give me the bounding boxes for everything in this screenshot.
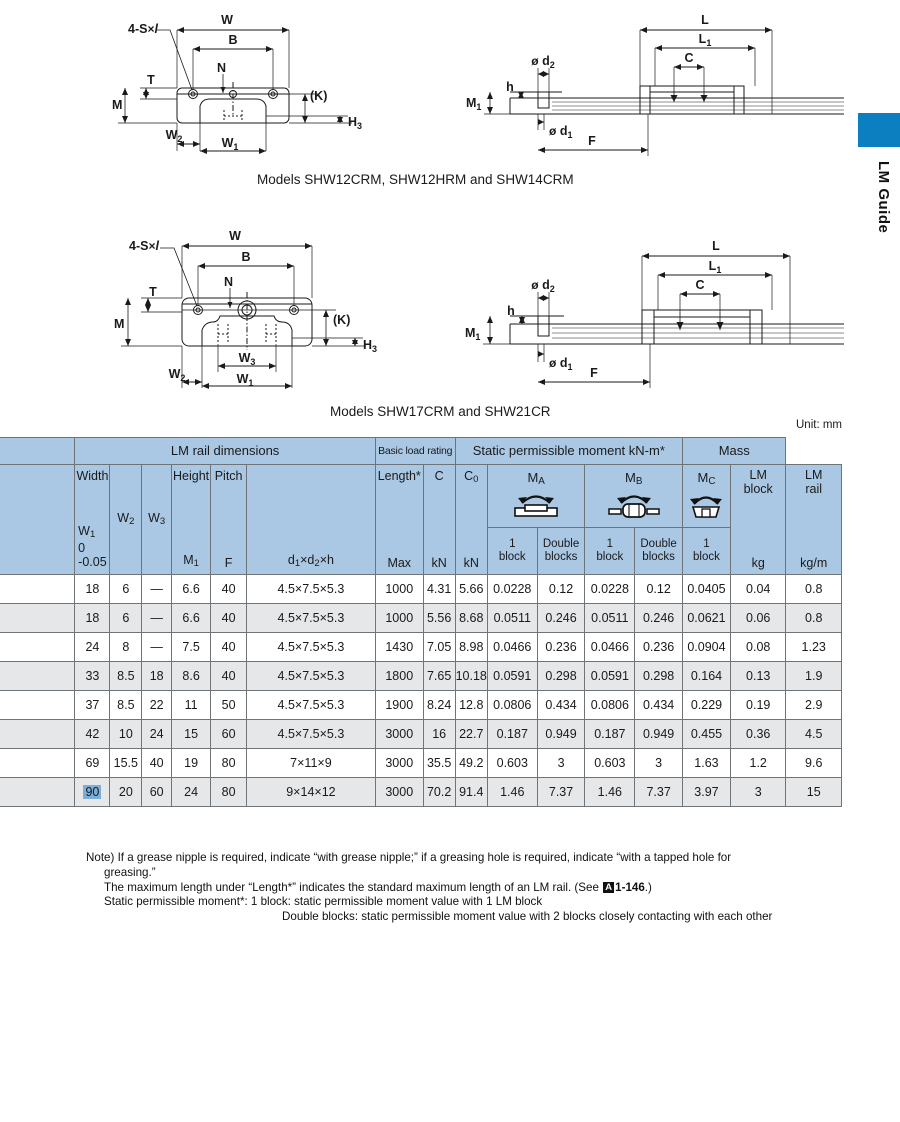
cell-pitch-f: 80 xyxy=(211,778,247,807)
svg-text:ø d2: ø $d_2$ xyxy=(531,54,555,70)
cell-pitch-f: 80 xyxy=(211,749,247,778)
cell-basic-load-c0: 91.4 xyxy=(455,778,487,807)
moment-a-icon xyxy=(509,488,563,521)
col-header-moment-b xyxy=(585,465,683,528)
cell-basic-load-c: 70.2 xyxy=(423,778,455,807)
cell-hole-dims: 4.5×7.5×5.3 xyxy=(247,691,376,720)
svg-text:W: W xyxy=(221,13,233,27)
col-header-moment-a xyxy=(487,465,585,528)
col-header-c0-symbol: $C_0$ xyxy=(464,469,479,486)
cell-pitch-f: 50 xyxy=(211,691,247,720)
cell-m1: 19 xyxy=(172,749,211,778)
cell-w2: 10 xyxy=(110,720,142,749)
cell-moment-b-1block: 0.0511 xyxy=(585,604,635,633)
cell-basic-load-c: 8.24 xyxy=(423,691,455,720)
cell-pitch-f: 40 xyxy=(211,633,247,662)
col-header-c-unit: kN xyxy=(431,555,447,570)
col-header-lm-rail-unit: kg/m xyxy=(800,555,828,570)
svg-text:4-S×l: 4-S×l xyxy=(129,239,159,253)
col-header-length-label: Length* xyxy=(377,469,421,483)
side-tab-swatch xyxy=(858,113,900,147)
table-row xyxy=(0,575,842,604)
cell-basic-load-c: 4.31 xyxy=(423,575,455,604)
svg-text:h: h xyxy=(507,304,515,318)
cell-moment-a-1block: 1.46 xyxy=(487,778,537,807)
drawing-row2-caption: Models SHW17CRM and SHW21CR xyxy=(330,404,551,419)
cell-moment-c-1block: 0.164 xyxy=(683,662,731,691)
cell-basic-load-c0: 10.18 xyxy=(455,662,487,691)
col-header-height-m1 xyxy=(172,465,211,575)
svg-text:ø d1: ø $d_1$ xyxy=(549,356,573,372)
cell-w1: 37 xyxy=(75,691,110,720)
subheader-mb-1-block: 1 block xyxy=(585,528,635,575)
cell-moment-a-double: 3 xyxy=(537,749,585,778)
cell-length-max: 1000 xyxy=(375,604,423,633)
cell-w3: 22 xyxy=(142,691,172,720)
svg-text:N: N xyxy=(224,275,234,289)
col-header-c0-unit: kN xyxy=(463,555,479,570)
cell-mass-lm-rail: 1.9 xyxy=(786,662,842,691)
cell-w1: 42 xyxy=(75,720,110,749)
note-line-1: Note) If a grease nipple is required, indicate “with grease nipple;” if a greasing hole is required, indicate “with a tapped hole for xyxy=(86,851,732,864)
svg-text:W1: $W_1$ xyxy=(236,372,254,388)
cell-moment-c-1block: 0.0904 xyxy=(683,633,731,662)
moment-c-symbol: $M_C$ xyxy=(697,469,716,487)
svg-text:L: L xyxy=(712,239,720,253)
svg-text:L1: $L_1$ xyxy=(708,259,722,275)
cell-mass-lm-block: 0.36 xyxy=(730,720,786,749)
cell-model-name xyxy=(0,575,75,604)
cell-hole-dims: 9×14×12 xyxy=(247,778,376,807)
cell-w3: 40 xyxy=(142,749,172,778)
svg-text:B: B xyxy=(228,33,238,47)
svg-text:B: B xyxy=(241,250,251,264)
subheader-ma-1-block: 1 block xyxy=(487,528,537,575)
table-row xyxy=(0,720,842,749)
cell-moment-c-1block: 0.229 xyxy=(683,691,731,720)
cell-moment-b-1block: 1.46 xyxy=(585,778,635,807)
svg-text:H3: $H_3$ xyxy=(348,115,363,131)
subheader-mb-double-blocks: Double blocks xyxy=(635,528,683,575)
table-row xyxy=(0,662,842,691)
cell-basic-load-c: 7.65 xyxy=(423,662,455,691)
cell-w2: 20 xyxy=(110,778,142,807)
cell-moment-a-1block: 0.0806 xyxy=(487,691,537,720)
svg-text:T: T xyxy=(147,73,155,87)
cell-moment-b-double: 0.298 xyxy=(635,662,683,691)
cell-w3: 60 xyxy=(142,778,172,807)
cell-m1: 6.6 xyxy=(172,604,211,633)
drawing-shw17-side-view xyxy=(452,230,850,400)
cell-moment-b-1block: 0.0591 xyxy=(585,662,635,691)
col-header-f-symbol: F xyxy=(224,555,233,570)
cell-w2: 8.5 xyxy=(110,691,142,720)
cell-moment-b-double: 0.236 xyxy=(635,633,683,662)
cell-mass-lm-block: 0.08 xyxy=(730,633,786,662)
cell-mass-lm-block: 3 xyxy=(730,778,786,807)
cell-w2: 15.5 xyxy=(110,749,142,778)
col-header-c0 xyxy=(455,465,487,575)
svg-text:N: N xyxy=(217,61,227,75)
col-header-mass-lm-block xyxy=(730,465,786,575)
note-line-5: Double blocks: static permissible moment value with 2 blocks closely contacting with each other xyxy=(282,910,773,924)
cell-w1: 24 xyxy=(75,633,110,662)
note-line-3-post: .) xyxy=(644,880,652,894)
cell-length-max: 3000 xyxy=(375,778,423,807)
svg-text:h: h xyxy=(506,80,514,94)
cell-pitch-f: 40 xyxy=(211,575,247,604)
svg-text:L: L xyxy=(701,13,709,27)
svg-text:W3: $W_3$ xyxy=(238,351,256,367)
unit-label: Unit: mm xyxy=(796,419,842,431)
svg-text:W: W xyxy=(229,229,241,243)
col-header-hole-dims xyxy=(247,465,376,575)
specification-table xyxy=(0,437,842,807)
drawing-row1-caption: Models SHW12CRM, SHW12HRM and SHW14CRM xyxy=(257,172,574,187)
cell-w3: — xyxy=(142,633,172,662)
cell-m1: 8.6 xyxy=(172,662,211,691)
notes-block xyxy=(86,851,886,925)
cell-length-max: 1000 xyxy=(375,575,423,604)
drawing-shw12-side-view xyxy=(452,4,850,164)
cell-length-max: 3000 xyxy=(375,749,423,778)
cell-moment-b-1block: 0.187 xyxy=(585,720,635,749)
cell-moment-a-1block: 0.0228 xyxy=(487,575,537,604)
cell-moment-b-double: 7.37 xyxy=(635,778,683,807)
svg-text:ø d2: ø $d_2$ xyxy=(531,278,555,294)
cell-length-max: 1800 xyxy=(375,662,423,691)
cell-mass-lm-rail: 2.9 xyxy=(786,691,842,720)
svg-text:W1: $W_1$ xyxy=(221,136,239,152)
col-header-length-max: Max xyxy=(387,555,412,570)
cell-mass-lm-rail: 4.5 xyxy=(786,720,842,749)
table-row xyxy=(0,749,842,778)
cell-w1: 33 xyxy=(75,662,110,691)
cell-moment-b-1block: 0.0806 xyxy=(585,691,635,720)
subheader-mc-1-block: 1 block xyxy=(683,528,731,575)
col-header-w3: $W_3$ xyxy=(142,465,172,575)
cell-basic-load-c: 16 xyxy=(423,720,455,749)
cell-mass-lm-block: 1.2 xyxy=(730,749,786,778)
svg-text:W2: $W_2$ xyxy=(168,367,186,383)
group-header-basic-load-rating: Basic load rating xyxy=(375,438,455,465)
svg-text:M1: $M_1$ xyxy=(465,326,481,342)
moment-c-icon xyxy=(684,488,728,521)
cell-mass-lm-rail: 0.8 xyxy=(786,575,842,604)
cell-moment-a-double: 7.37 xyxy=(537,778,585,807)
svg-text:M1: $M_1$ xyxy=(466,96,482,112)
col-header-lm-rail-label: LM rail xyxy=(805,468,823,496)
side-tab-label: LM Guide xyxy=(875,161,892,234)
cell-mass-lm-rail: 1.23 xyxy=(786,633,842,662)
table-row xyxy=(0,691,842,720)
cell-moment-a-double: 0.236 xyxy=(537,633,585,662)
cell-mass-lm-rail: 9.6 xyxy=(786,749,842,778)
note-line-3 xyxy=(86,881,886,896)
cell-moment-b-double: 0.246 xyxy=(635,604,683,633)
cell-moment-b-1block: 0.0466 xyxy=(585,633,635,662)
cell-basic-load-c0: 5.66 xyxy=(455,575,487,604)
cell-w3: — xyxy=(142,575,172,604)
cell-moment-a-double: 0.246 xyxy=(537,604,585,633)
drawing-shw17-front-view xyxy=(104,218,384,396)
cell-moment-c-1block: 0.0621 xyxy=(683,604,731,633)
col-header-model xyxy=(0,465,75,575)
cell-moment-a-double: 0.434 xyxy=(537,691,585,720)
col-header-height-label: Height xyxy=(173,469,210,483)
table-row xyxy=(0,604,842,633)
table-column-header-row xyxy=(0,465,842,528)
cell-hole-dims: 7×11×9 xyxy=(247,749,376,778)
cell-m1: 6.6 xyxy=(172,575,211,604)
cell-mass-lm-block: 0.06 xyxy=(730,604,786,633)
col-header-mass-lm-rail xyxy=(786,465,842,575)
svg-text:L1: $L_1$ xyxy=(698,32,712,48)
cell-model-name xyxy=(0,662,75,691)
cell-m1: 15 xyxy=(172,720,211,749)
svg-text:M: M xyxy=(114,317,125,331)
moment-b-icon xyxy=(605,488,663,521)
group-header-static-permissible-moment: Static permissible moment kN-m* xyxy=(455,438,682,465)
col-header-width-label: Width xyxy=(76,469,109,483)
cell-basic-load-c: 35.5 xyxy=(423,749,455,778)
cell-w1: 69 xyxy=(75,749,110,778)
table-body xyxy=(0,575,842,807)
cell-w2: 6 xyxy=(110,575,142,604)
cell-pitch-f: 60 xyxy=(211,720,247,749)
cell-moment-a-double: 0.949 xyxy=(537,720,585,749)
cell-moment-b-double: 0.949 xyxy=(635,720,683,749)
note-reference: 1-146 xyxy=(615,880,645,894)
moment-b-symbol: $M_B$ xyxy=(625,469,643,487)
cell-mass-lm-block: 0.19 xyxy=(730,691,786,720)
cell-model-name xyxy=(0,778,75,807)
note-line-4: Static permissible moment*: 1 block: static permissible moment value with 1 LM block xyxy=(104,895,543,909)
side-tab xyxy=(858,113,900,233)
svg-text:F: F xyxy=(588,134,596,148)
cell-moment-a-double: 0.298 xyxy=(537,662,585,691)
note-line-3-pre: The maximum length under “Length*” indicates the standard maximum length of an LM rail. (See xyxy=(104,880,603,894)
cell-m1: 7.5 xyxy=(172,633,211,662)
cell-model-name xyxy=(0,633,75,662)
svg-text:W2: $W_2$ xyxy=(165,128,183,144)
cell-basic-load-c0: 49.2 xyxy=(455,749,487,778)
svg-text:4-S×l: 4-S×l xyxy=(128,22,158,36)
cell-mass-lm-block: 0.04 xyxy=(730,575,786,604)
cell-m1: 24 xyxy=(172,778,211,807)
cell-moment-b-double: 0.12 xyxy=(635,575,683,604)
group-header-lm-rail-dimensions: LM rail dimensions xyxy=(75,438,375,465)
cell-moment-b-double: 3 xyxy=(635,749,683,778)
cell-basic-load-c: 5.56 xyxy=(423,604,455,633)
cell-w1: 18 xyxy=(75,604,110,633)
cell-w1: 18 xyxy=(75,575,110,604)
cell-basic-load-c0: 8.68 xyxy=(455,604,487,633)
cell-w3: 18 xyxy=(142,662,172,691)
cell-w3: 24 xyxy=(142,720,172,749)
table-header xyxy=(0,438,842,575)
cell-moment-b-double: 0.434 xyxy=(635,691,683,720)
note-line-2: greasing.” xyxy=(104,865,156,879)
col-header-c xyxy=(423,465,455,575)
reference-badge-icon: A xyxy=(603,882,614,893)
col-header-pitch-label: Pitch xyxy=(214,469,243,483)
cell-moment-a-1block: 0.0591 xyxy=(487,662,537,691)
cell-mass-lm-rail: 15 xyxy=(786,778,842,807)
cell-length-max: 1430 xyxy=(375,633,423,662)
cell-hole-dims: 4.5×7.5×5.3 xyxy=(247,633,376,662)
cell-basic-load-c0: 22.7 xyxy=(455,720,487,749)
cell-moment-c-1block: 0.0405 xyxy=(683,575,731,604)
col-header-m1-symbol: $M_1$ xyxy=(183,553,199,570)
col-header-length xyxy=(375,465,423,575)
col-header-width-w1 xyxy=(75,465,110,575)
cell-length-max: 1900 xyxy=(375,691,423,720)
group-header-blank xyxy=(0,438,75,465)
col-header-hole-symbol: $d_1\times d_2\times h$ xyxy=(287,553,334,570)
cell-hole-dims: 4.5×7.5×5.3 xyxy=(247,720,376,749)
svg-text:F: F xyxy=(590,366,598,380)
cell-w3: — xyxy=(142,604,172,633)
cell-w1 xyxy=(75,778,110,807)
svg-text:M: M xyxy=(112,98,123,112)
cell-model-name xyxy=(0,749,75,778)
moment-a-symbol: $M_A$ xyxy=(527,469,545,487)
cell-w2: 8 xyxy=(110,633,142,662)
cell-model-name xyxy=(0,604,75,633)
cell-length-max: 3000 xyxy=(375,720,423,749)
group-header-mass: Mass xyxy=(683,438,786,465)
cell-moment-c-1block: 1.63 xyxy=(683,749,731,778)
cell-moment-a-1block: 0.0466 xyxy=(487,633,537,662)
svg-text:(K): (K) xyxy=(333,313,351,327)
cell-hole-dims: 4.5×7.5×5.3 xyxy=(247,604,376,633)
cell-model-name xyxy=(0,691,75,720)
cell-basic-load-c0: 8.98 xyxy=(455,633,487,662)
col-header-c-symbol: C xyxy=(434,469,444,483)
cell-moment-b-1block: 0.0228 xyxy=(585,575,635,604)
cell-moment-a-1block: 0.0511 xyxy=(487,604,537,633)
cell-moment-c-1block: 3.97 xyxy=(683,778,731,807)
cell-m1: 11 xyxy=(172,691,211,720)
cell-mass-lm-block: 0.13 xyxy=(730,662,786,691)
col-header-lm-block-unit: kg xyxy=(751,555,765,570)
drawing-shw12-front-view xyxy=(104,4,370,164)
cell-basic-load-c0: 12.8 xyxy=(455,691,487,720)
cell-w2: 6 xyxy=(110,604,142,633)
table-row xyxy=(0,633,842,662)
cell-moment-a-1block: 0.187 xyxy=(487,720,537,749)
svg-text:ø d1: ø $d_1$ xyxy=(549,124,573,140)
cell-basic-load-c: 7.05 xyxy=(423,633,455,662)
svg-text:C: C xyxy=(684,51,694,65)
col-header-w2: $W_2$ xyxy=(110,465,142,575)
cell-hole-dims: 4.5×7.5×5.3 xyxy=(247,662,376,691)
cell-moment-c-1block: 0.455 xyxy=(683,720,731,749)
subheader-ma-double-blocks: Double blocks xyxy=(537,528,585,575)
cell-pitch-f: 40 xyxy=(211,662,247,691)
cell-w2: 8.5 xyxy=(110,662,142,691)
cell-moment-a-1block: 0.603 xyxy=(487,749,537,778)
cell-pitch-f: 40 xyxy=(211,604,247,633)
svg-text:H3: $H_3$ xyxy=(363,338,378,354)
col-header-pitch-f xyxy=(211,465,247,575)
cell-model-name xyxy=(0,720,75,749)
svg-text:(K): (K) xyxy=(310,89,328,103)
cell-mass-lm-rail: 0.8 xyxy=(786,604,842,633)
col-header-lm-block-label: LM block xyxy=(743,468,773,496)
table-row xyxy=(0,778,842,807)
cell-moment-b-1block: 0.603 xyxy=(585,749,635,778)
table-group-header-row xyxy=(0,438,842,465)
highlighted-value: 90 xyxy=(85,784,100,799)
cell-hole-dims: 4.5×7.5×5.3 xyxy=(247,575,376,604)
cell-moment-a-double: 0.12 xyxy=(537,575,585,604)
svg-text:C: C xyxy=(695,278,705,292)
col-header-moment-c xyxy=(683,465,731,528)
svg-text:T: T xyxy=(149,285,157,299)
col-header-w1-tolerance: $W_1$ 0 -0.05 xyxy=(78,524,107,570)
